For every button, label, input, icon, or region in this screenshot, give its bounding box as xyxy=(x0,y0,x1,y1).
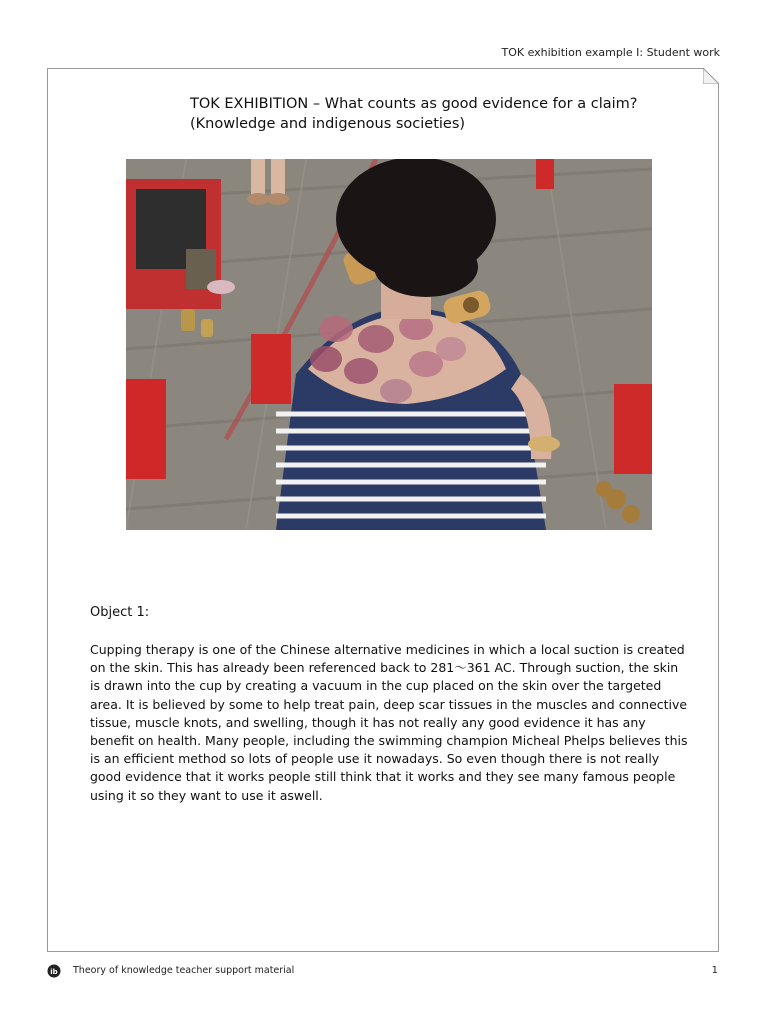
object-description: Cupping therapy is one of the Chinese alternative medicines in which a local suction is created on the skin. This has already been referenced back to 281～361 AC. Through suction, the skin is drawn into the cup by creating a vacuum in the cup placed on the skin over the targeted area. It is believed by some to help treat pain, deep scar tissues in the muscles and connective tissue, muscle knots, and swelling, though it has not really any good evidence it has any benefit on health. Many people, including the swimming champion Micheal Phelps believes this is an efficient method so lots of people use it nowadays. So even though there is not really good evidence that it works people still think that it works and they see many famous people using it so they want to use it aswell. xyxy=(90,642,688,803)
title-line-2: (Knowledge and indigenous societies) xyxy=(190,116,466,132)
ib-logo-icon xyxy=(47,964,61,978)
footer-text: Theory of knowledge teacher support material xyxy=(73,965,295,976)
svg-text:ib: ib xyxy=(50,968,58,976)
cupping-therapy-photo xyxy=(126,159,652,530)
page-fold-icon xyxy=(703,68,719,84)
document-title xyxy=(190,94,660,134)
document-page xyxy=(47,68,719,952)
page-number: 1 xyxy=(711,965,718,976)
header-label: TOK exhibition example I: Student work xyxy=(501,46,720,59)
title-line-1: TOK EXHIBITION – What counts as good evidence for a claim? xyxy=(190,96,638,112)
object-heading: Object 1: xyxy=(90,605,150,620)
